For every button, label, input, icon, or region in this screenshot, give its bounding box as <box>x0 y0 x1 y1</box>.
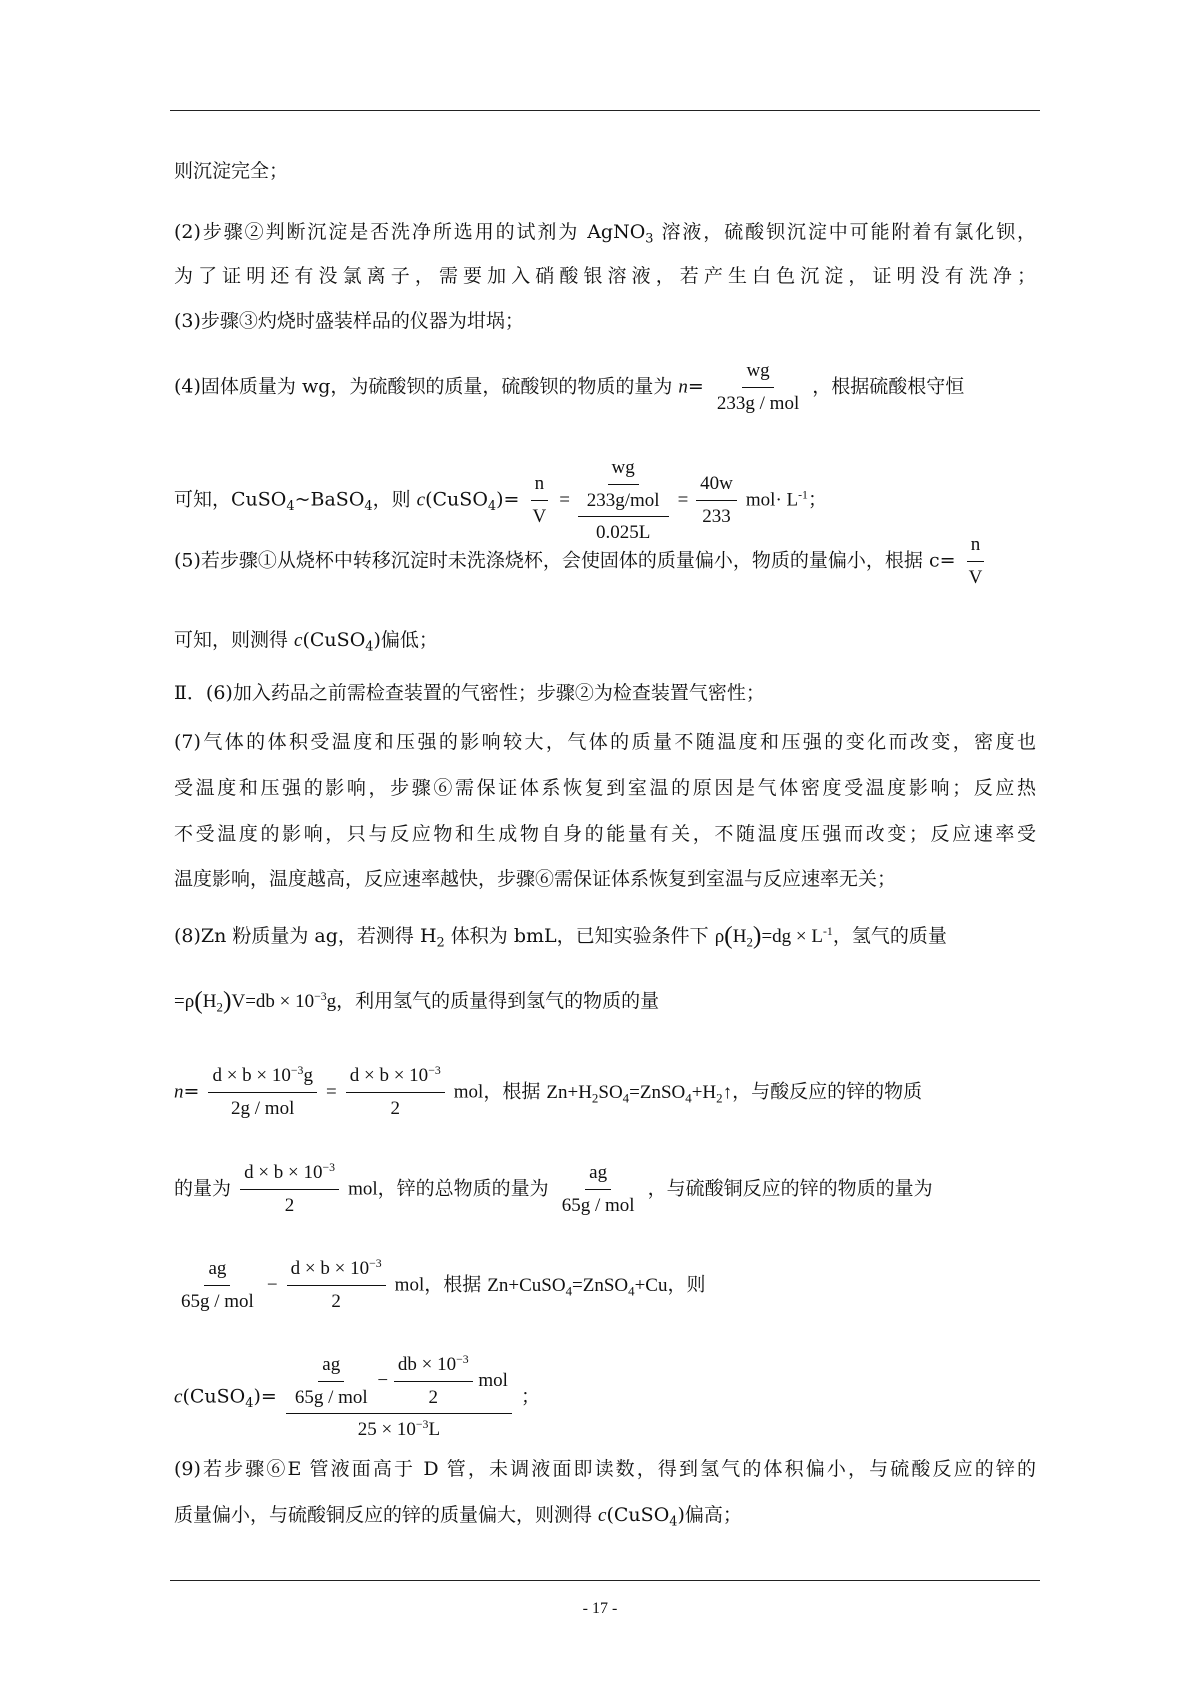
text-line: (2)步骤②判断沉淀是否洗净所选用的试剂为 AgNO$_3$ 溶液，硫酸钡沉淀中可能附着有氯化钡， <box>174 221 1036 247</box>
fraction: $\frac{wg}{\text{233g / mol}}$ <box>716 360 800 414</box>
inner-fraction: $\frac{wg}{\text{233g/mol}}$ <box>586 457 660 511</box>
formula-line: (5)若步骤①从烧杯中转移沉淀时未洗涤烧杯，会使固体的质量偏小，物质的量偏小，根据 c= $\frac{n}{V}$ <box>174 532 989 591</box>
header-rule <box>170 110 1040 111</box>
formula-line: 可知，CuSO$_4$~BaSO$_4$，则 c(CuSO$_4$)= $\frac{n}{V}$ = $\frac{\frac{wg}{\text{233g/mol}}}{0.025L}$ = $\frac{40w}{233}$ $mol\cdot L^{-1}$； <box>174 455 827 546</box>
text-line: 则沉淀完全； <box>174 160 289 182</box>
fraction: $\frac{n}{V}$ <box>968 534 983 588</box>
formula-line: 的量为 $\frac{d \times b \times 10^{-3}}{2}$ mol，锌的总物质的量为 $\frac{ag}{\text{65g / mol}}$ ，与硫酸铜反应的锌的物质的量为 <box>174 1160 933 1219</box>
nested-fraction: $\frac{\frac{wg}{\text{233g/mol}}}{0.025L}$ <box>578 455 669 546</box>
inner-fraction: $\frac{ag}{\text{65g / mol}}$ <box>294 1354 368 1408</box>
page-number: - 17 - <box>582 1600 618 1617</box>
formula-line: (8)Zn 粉质量为 ag，若测得 $H_2$ 体积为 bmL，已知实验条件下 $\rho(H_2)=dg \times L^{-1}$，氢气的质量 <box>174 920 947 951</box>
fraction: $\frac{n}{V}$ <box>532 473 547 527</box>
nested-fraction: $\frac{ag}{\text{65g / mol}}$ − $\frac{db \times 10^{-3}}{2}$ mol $25 \times 10^{-3}L$ <box>286 1352 512 1443</box>
text-line: (3)步骤③灼烧时盛装样品的仪器为坩埚； <box>174 310 524 332</box>
fraction: $\frac{d \times b \times 10^{-3}}{2}$ <box>240 1160 339 1219</box>
text-line: 为了证明还有没氯离子，需要加入硝酸银溶液，若产生白色沉淀，证明没有洗净； <box>174 265 1036 287</box>
formula-line: c(CuSO$_4$)= $\frac{ag}{\text{65g / mol}}$ − $\frac{db \times 10^{-3}}{2}$ mol $25 \times 10^{-3}L$ ； <box>174 1352 540 1443</box>
fraction: $\frac{40w}{233}$ <box>696 471 737 530</box>
text-line: (7)气体的体积受温度和压强的影响较大，气体的质量不随温度和压强的变化而改变，密度也 <box>174 731 1036 753</box>
inner-fraction: $\frac{db \times 10^{-3}}{2}$ <box>394 1352 473 1411</box>
fraction: $\frac{d \times b \times 10^{-3}}{2}$ <box>346 1063 445 1122</box>
text-line: 质量偏小，与硫酸铜反应的锌的质量偏大，则测得 c(CuSO$_4$)偏高； <box>174 1504 742 1530</box>
fraction: $\frac{ag}{\text{65g / mol}}$ <box>181 1258 254 1312</box>
text-line: 不受温度的影响，只与反应物和生成物自身的能量有关，不随温度压强而改变；反应速率受 <box>174 823 1036 845</box>
text-line: (9)若步骤⑥E 管液面高于 D 管，未调液面即读数，得到氢气的体积偏小，与硫酸反应的锌的 <box>174 1458 1036 1480</box>
fraction: $\frac{ag}{\text{65g / mol}}$ <box>561 1162 635 1216</box>
footer-rule <box>170 1580 1040 1581</box>
text-line: 可知，则测得 c(CuSO$_4$)偏低； <box>174 629 438 655</box>
fraction: $\frac{d \times b \times 10^{-3}}{2}$ <box>287 1256 386 1315</box>
text-line: 受温度和压强的影响，步骤⑥需保证体系恢复到室温的原因是气体密度受温度影响；反应热 <box>174 777 1036 799</box>
formula-line: $=\rho(H_2)V=db \times 10^{-3}g$，利用氢气的质量得到氢气的物质的量 <box>174 985 660 1015</box>
formula-line: (4)固体质量为 wg，为硫酸钡的质量，硫酸钡的物质的量为 n= $\frac{wg}{\text{233g / mol}}$ ，根据硫酸根守恒 <box>174 358 964 417</box>
formula-line: n= $\frac{d \times b \times 10^{-3}g}{\text{2g / mol}}$ = $\frac{d \times b \times 10^{-3}}{2}$ mol，根据 $Zn+H_2SO_4=ZnSO_4+H_2↑$，与酸反应的锌的物质 <box>174 1063 922 1122</box>
fraction: $\frac{d \times b \times 10^{-3}g}{\text{2g / mol}}$ <box>208 1063 316 1122</box>
formula-line: $\frac{ag}{\text{65g / mol}}$ − $\frac{d \times b \times 10^{-3}}{2}$ mol，根据 Zn+CuSO$_4$=ZnSO$_4$+Cu，则 <box>174 1256 706 1315</box>
text-line: Ⅱ．(6)加入药品之前需检查装置的气密性；步骤②为检查装置气密性； <box>174 682 765 704</box>
text-line: 温度影响，温度越高，反应速率越快，步骤⑥需保证体系恢复到室温与反应速率无关； <box>174 868 897 890</box>
